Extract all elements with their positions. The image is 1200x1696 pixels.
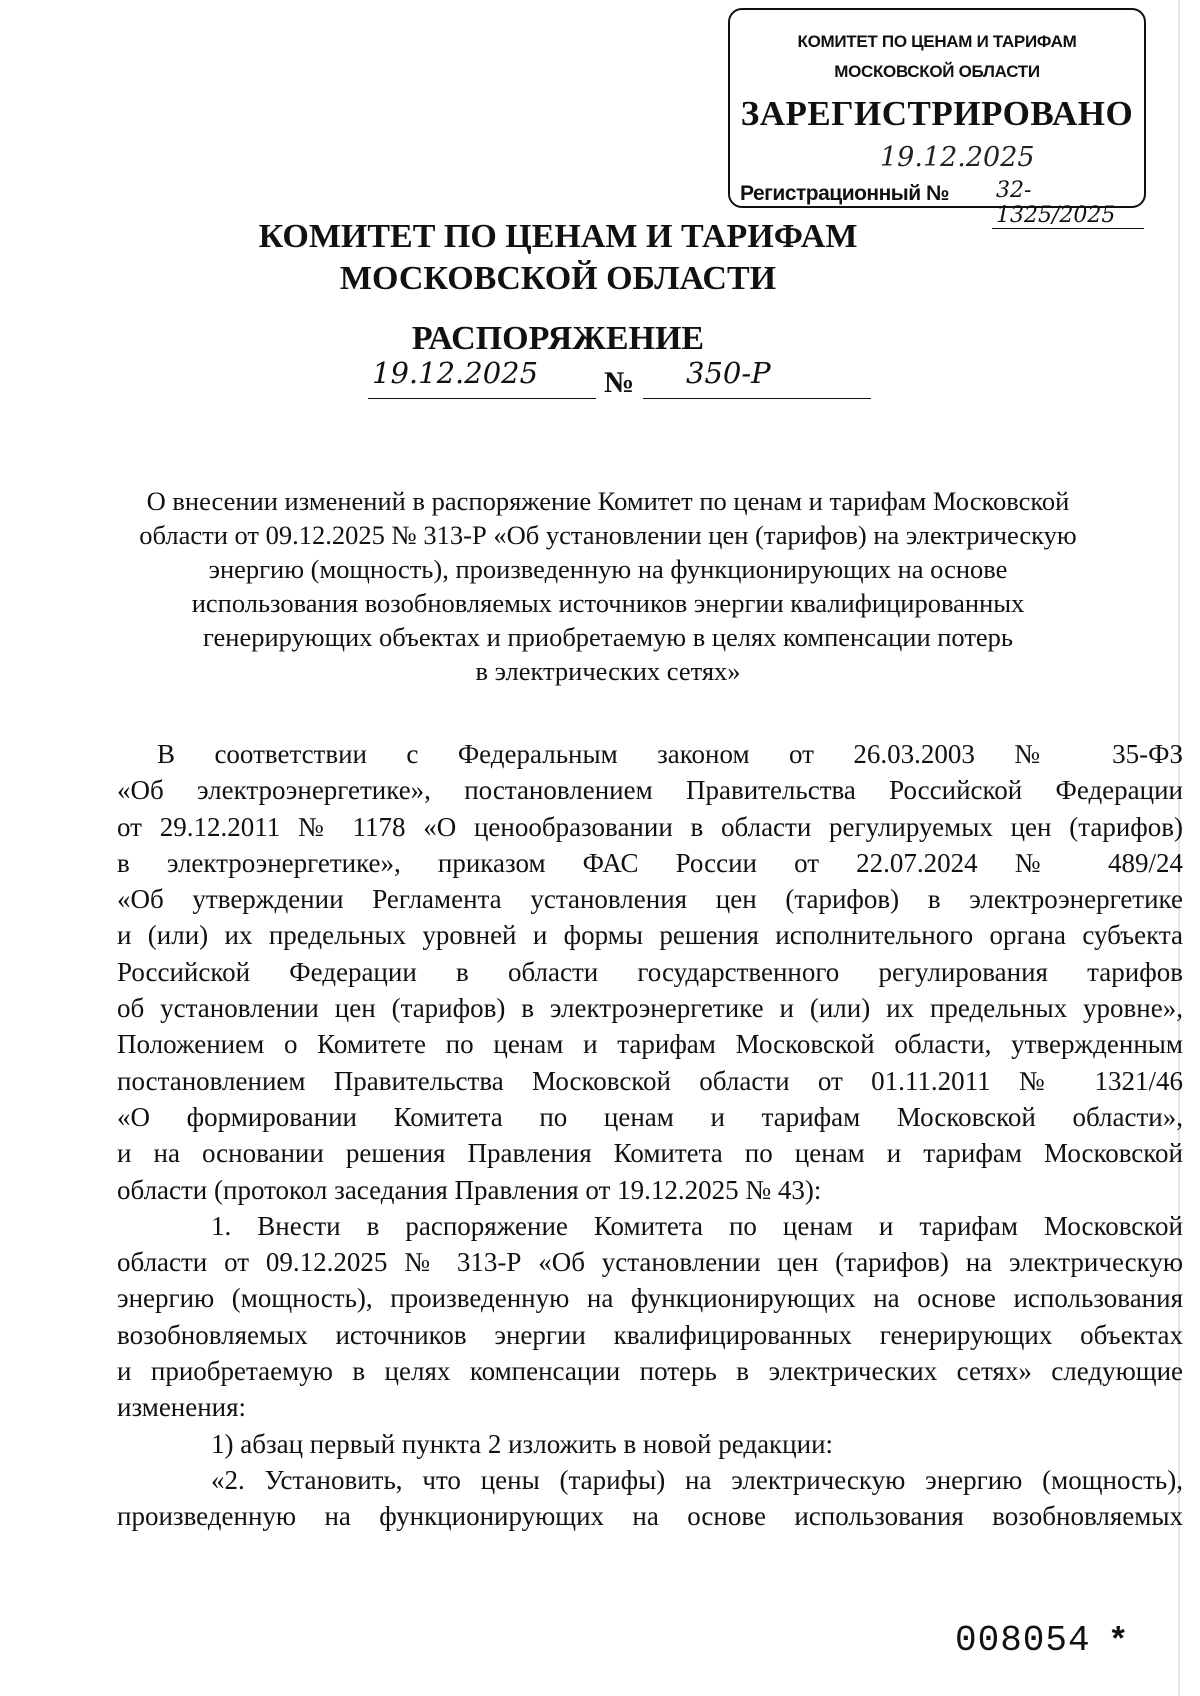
preamble-line: «О формировании Комитета по ценам и тарифам Московской области», <box>117 1101 1183 1132</box>
item1-line: области от 09.12.2025 № 313-Р «Об установлении цен (тарифов) на электрическую <box>117 1247 1183 1278</box>
subject-line: энергию (мощность), произведенную на функционирующих на основе <box>208 554 1008 584</box>
subject-line: в электрических сетях» <box>475 656 741 686</box>
preamble-line: от 29.12.2011 № 1178 «О ценообразовании в области регулируемых цен (тарифов) <box>117 811 1183 842</box>
subject-line: области от 09.12.2025 № 313-Р «Об установлении цен (тарифов) на электрическую <box>139 520 1077 550</box>
org-title-line1: КОМИТЕТ ПО ЦЕНАМ И ТАРИФАМ <box>258 218 858 255</box>
number-sign: № <box>604 366 635 399</box>
preamble-line: В соответствии с Федеральным законом от 26.03.2003 № 35-ФЗ <box>157 739 1183 769</box>
preamble-line: «Об электроэнергетике», постановлением Правительства Российской Федерации <box>117 775 1183 806</box>
preamble-line: Российской Федерации в области государственного регулирования тарифов <box>117 956 1183 987</box>
registration-stamp <box>728 8 1146 228</box>
item1-line: изменения: <box>117 1392 247 1423</box>
preamble-line: постановлением Правительства Московской области от 01.11.2011 № 1321/46 <box>117 1065 1183 1096</box>
preamble-line: об установлении цен (тарифов) в электроэнергетике и (или) их предельных уровне», <box>117 993 1183 1024</box>
serial-number: 008054 <box>955 1620 1091 1661</box>
org-title-line2: МОСКОВСКОЙ ОБЛАСТИ <box>339 260 777 297</box>
serial-star: * <box>1108 1624 1129 1662</box>
stamp-reg-number: 32-1325/2025 <box>992 178 1144 229</box>
preamble-line: и (или) их предельных уровней и формы решения исполнительного органа субъекта <box>117 920 1183 951</box>
document-subject <box>100 484 1116 688</box>
quote-line: произведенную на функционирующих на основе использования возобновляемых <box>117 1501 1183 1532</box>
item1-line: энергию (мощность), произведенную на функционирующих на основе использования <box>117 1283 1183 1314</box>
item1-line: возобновляемых источников энергии квалифицированных генерирующих объектах <box>117 1319 1183 1350</box>
preamble-line: области (протокол заседания Правления от 19.12.2025 № 43): <box>117 1174 822 1205</box>
subject-line: генерирующих объектах и приобретаемую в целях компенсации потерь <box>202 622 1014 652</box>
document-type: РАСПОРЯЖЕНИЕ <box>411 320 705 357</box>
preamble-line: «Об утверждении Регламента установления цен (тарифов) в электроэнергетике <box>117 884 1183 915</box>
stamp-reg-label: Регистрационный № <box>740 182 949 205</box>
preamble-line: в электроэнергетике», приказом ФАС России от 22.07.2024 № 489/24 <box>117 847 1183 878</box>
document-body <box>117 736 1183 1535</box>
subject-line: О внесении изменений в распоряжение Комитет по ценам и тарифам Московской <box>146 486 1070 516</box>
stamp-status: ЗАРЕГИСТРИРОВАНО <box>740 94 1134 133</box>
preamble-line: Положением о Комитете по ценам и тарифам Московской области, утвержденным <box>117 1029 1183 1060</box>
stamp-org-line1: КОМИТЕТ ПО ЦЕНАМ И ТАРИФАМ <box>797 32 1077 51</box>
stamp-org-line2: МОСКОВСКОЙ ОБЛАСТИ <box>834 62 1040 81</box>
subject-line: использования возобновляемых источников энергии квалифицированных <box>191 588 1025 618</box>
item1-line: и приобретаемую в целях компенсации потерь в электрических сетях» следующие <box>117 1356 1183 1387</box>
document-number: 350-Р <box>686 356 771 390</box>
preamble-line: и на основании решения Правления Комитета по ценам и тарифам Московской <box>117 1138 1183 1169</box>
document-date: 19.12.2025 <box>372 356 539 390</box>
subitem-line: 1) абзац первый пункта 2 изложить в новой редакции: <box>211 1428 834 1459</box>
quote-line: «2. Установить, что цены (тарифы) на электрическую энергию (мощность), <box>211 1464 1183 1495</box>
item1-line: 1. Внести в распоряжение Комитета по ценам и тарифам Московской <box>211 1210 1183 1241</box>
stamp-date: 19.12.2025 <box>880 142 1035 173</box>
